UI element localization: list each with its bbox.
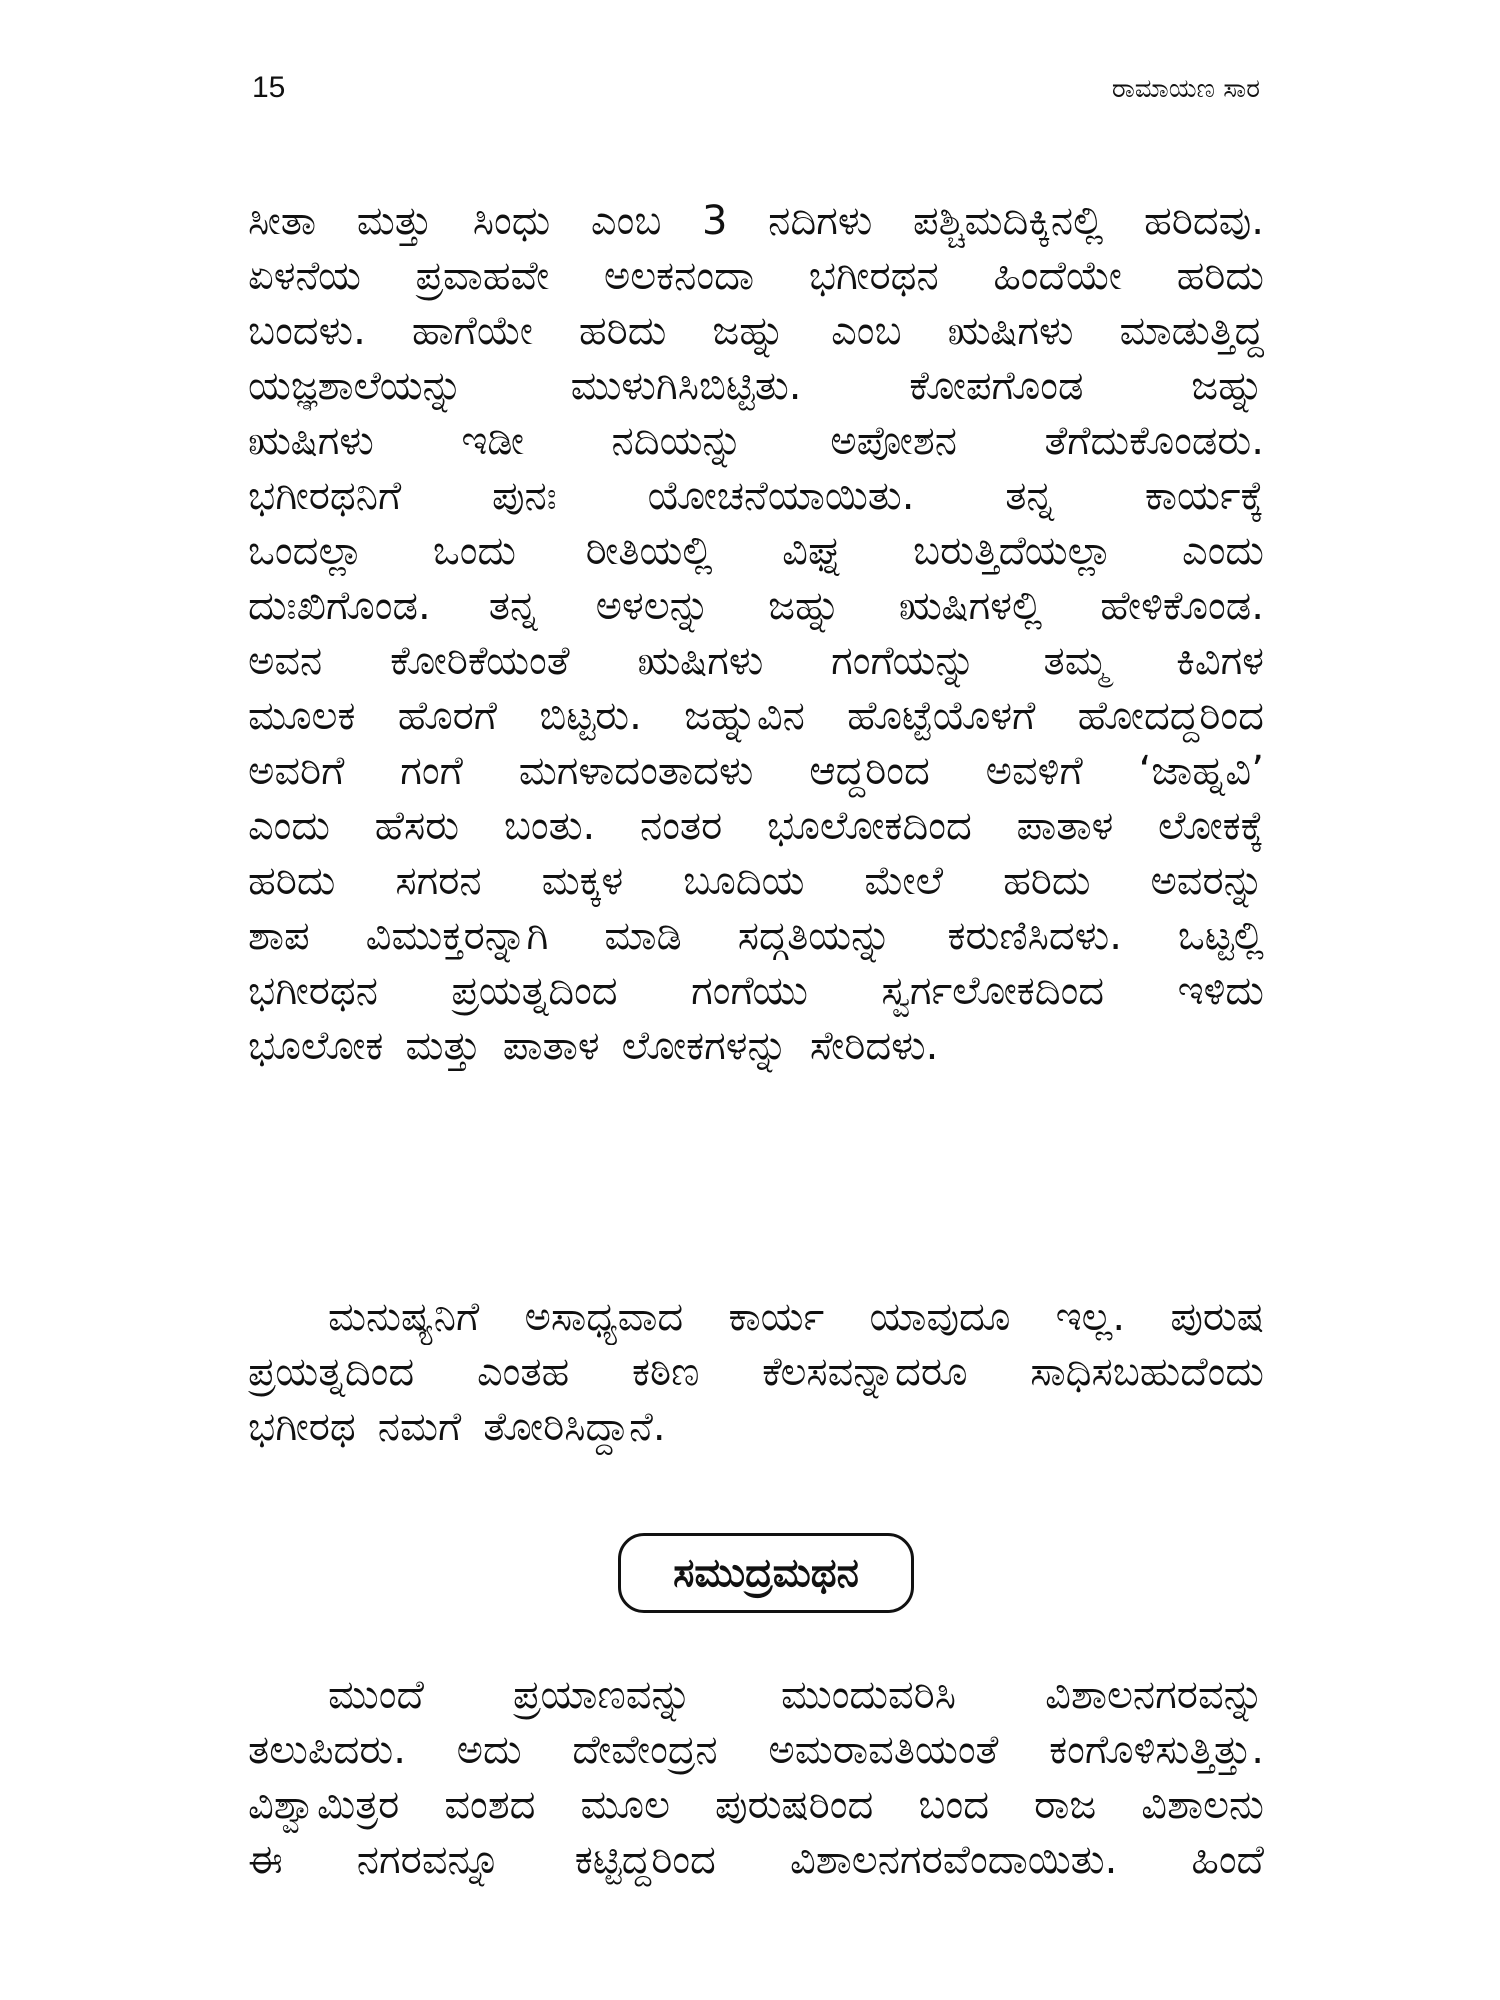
text-line: ಬಂದಳು. ಹಾಗೆಯೇ ಹರಿದು ಜಹ್ನು ಎಂಬ ಋಷಿಗಳು ಮಾಡುತ್ತಿದ್ದ — [248, 308, 1264, 354]
text-line: ಯಜ್ಞಶಾಲೆಯನ್ನು ಮುಳುಗಿಸಿಬಿಟ್ಟಿತು. ಕೋಪಗೊಂಡ ಜಹ್ನು — [248, 363, 1264, 409]
text-line: ಸೀತಾ ಮತ್ತು ಸಿಂಧು ಎಂಬ 3 ನದಿಗಳು ಪಶ್ಚಿಮದಿಕ್ಕಿನಲ್ಲಿ ಹರಿದವು. — [248, 198, 1264, 244]
paragraph-ganga-descent — [248, 194, 1264, 1074]
text-line: ಏಳನೆಯ ಪ್ರವಾಹವೇ ಅಲಕನಂದಾ ಭಗೀರಥನ ಹಿಂದೆಯೇ ಹರಿದು — [248, 253, 1264, 299]
text-line: ವಿಶ್ವಾಮಿತ್ರರ ವಂಶದ ಮೂಲ ಪುರುಷರಿಂದ ಬಂದ ರಾಜ ವಿಶಾಲನು — [248, 1782, 1264, 1828]
text-line: ಪ್ರಯತ್ನದಿಂದ ಎಂತಹ ಕಠಿಣ ಕೆಲಸವನ್ನಾದರೂ ಸಾಧಿಸಬಹುದೆಂದು — [248, 1349, 1264, 1395]
text-line: ದುಃಖಿಗೊಂಡ. ತನ್ನ ಅಳಲನ್ನು ಜಹ್ನು ಋಷಿಗಳಲ್ಲಿ ಹೇಳಿಕೊಂಡ. — [248, 583, 1264, 629]
page-number: 15 — [252, 71, 286, 104]
paragraph-vishala-nagara — [248, 1668, 1264, 1888]
text-line: ಮುಂದೆ ಪ್ರಯಾಣವನ್ನು ಮುಂದುವರಿಸಿ ವಿಶಾಲನಗರವನ್ನು — [328, 1672, 1264, 1718]
text-line: ಹರಿದು ಸಗರನ ಮಕ್ಕಳ ಬೂದಿಯ ಮೇಲೆ ಹರಿದು ಅವರನ್ನು — [248, 858, 1264, 904]
text-line: ಭಗೀರಥನಿಗೆ ಪುನಃ ಯೋಚನೆಯಾಯಿತು. ತನ್ನ ಕಾರ್ಯಕ್ಕೆ — [248, 473, 1264, 519]
text-line: ಶಾಪ ವಿಮುಕ್ತರನ್ನಾಗಿ ಮಾಡಿ ಸದ್ಗತಿಯನ್ನು ಕರುಣಿಸಿದಳು. ಒಟ್ಟಲ್ಲಿ — [248, 913, 1264, 959]
running-head-book-title: ರಾಮಾಯಣ ಸಾರ — [1111, 74, 1260, 104]
text-line: ಮೂಲಕ ಹೊರಗೆ ಬಿಟ್ಟರು. ಜಹ್ನುವಿನ ಹೊಟ್ಟೆಯೊಳಗೆ ಹೋದದ್ದರಿಂದ — [248, 693, 1264, 739]
text-line: ಭಗೀರಥನ ಪ್ರಯತ್ನದಿಂದ ಗಂಗೆಯು ಸ್ವರ್ಗಲೋಕದಿಂದ ಇಳಿದು — [248, 968, 1264, 1014]
text-line: ಋಷಿಗಳು ಇಡೀ ನದಿಯನ್ನು ಅಪೋಶನ ತೆಗೆದುಕೊಂಡರು. — [248, 418, 1264, 464]
section-heading-samudramathana: ಸಮುದ್ರಮಥನ — [618, 1533, 914, 1613]
text-line: ತಲುಪಿದರು. ಅದು ದೇವೇಂದ್ರನ ಅಮರಾವತಿಯಂತೆ ಕಂಗೊಳಿಸುತ್ತಿತ್ತು. — [248, 1727, 1264, 1773]
paragraph-moral — [248, 1290, 1264, 1455]
text-line: ಅವರಿಗೆ ಗಂಗೆ ಮಗಳಾದಂತಾದಳು ಆದ್ದರಿಂದ ಅವಳಿಗೆ ‘ಜಾಹ್ನವಿ’ — [248, 748, 1264, 794]
text-line: ಒಂದಲ್ಲಾ ಒಂದು ರೀತಿಯಲ್ಲಿ ವಿಘ್ನ ಬರುತ್ತಿದೆಯಲ್ಲಾ ಎಂದು — [248, 528, 1264, 574]
text-line: ಭಗೀರಥ ನಮಗೆ ತೋರಿಸಿದ್ದಾನೆ. — [248, 1404, 666, 1450]
text-line: ಎಂದು ಹೆಸರು ಬಂತು. ನಂತರ ಭೂಲೋಕದಿಂದ ಪಾತಾಳ ಲೋಕಕ್ಕೆ — [248, 803, 1264, 849]
text-line: ಮನುಷ್ಯನಿಗೆ ಅಸಾಧ್ಯವಾದ ಕಾರ್ಯ ಯಾವುದೂ ಇಲ್ಲ. ಪುರುಷ — [328, 1294, 1264, 1340]
text-line: ಅವನ ಕೋರಿಕೆಯಂತೆ ಋಷಿಗಳು ಗಂಗೆಯನ್ನು ತಮ್ಮ ಕಿವಿಗಳ — [248, 638, 1264, 684]
text-line: ಭೂಲೋಕ ಮತ್ತು ಪಾತಾಳ ಲೋಕಗಳನ್ನು ಸೇರಿದಳು. — [248, 1023, 939, 1069]
text-line: ಈ ನಗರವನ್ನೂ ಕಟ್ಟಿದ್ದರಿಂದ ವಿಶಾಲನಗರವೆಂದಾಯಿತು. ಹಿಂದೆ — [248, 1837, 1264, 1883]
